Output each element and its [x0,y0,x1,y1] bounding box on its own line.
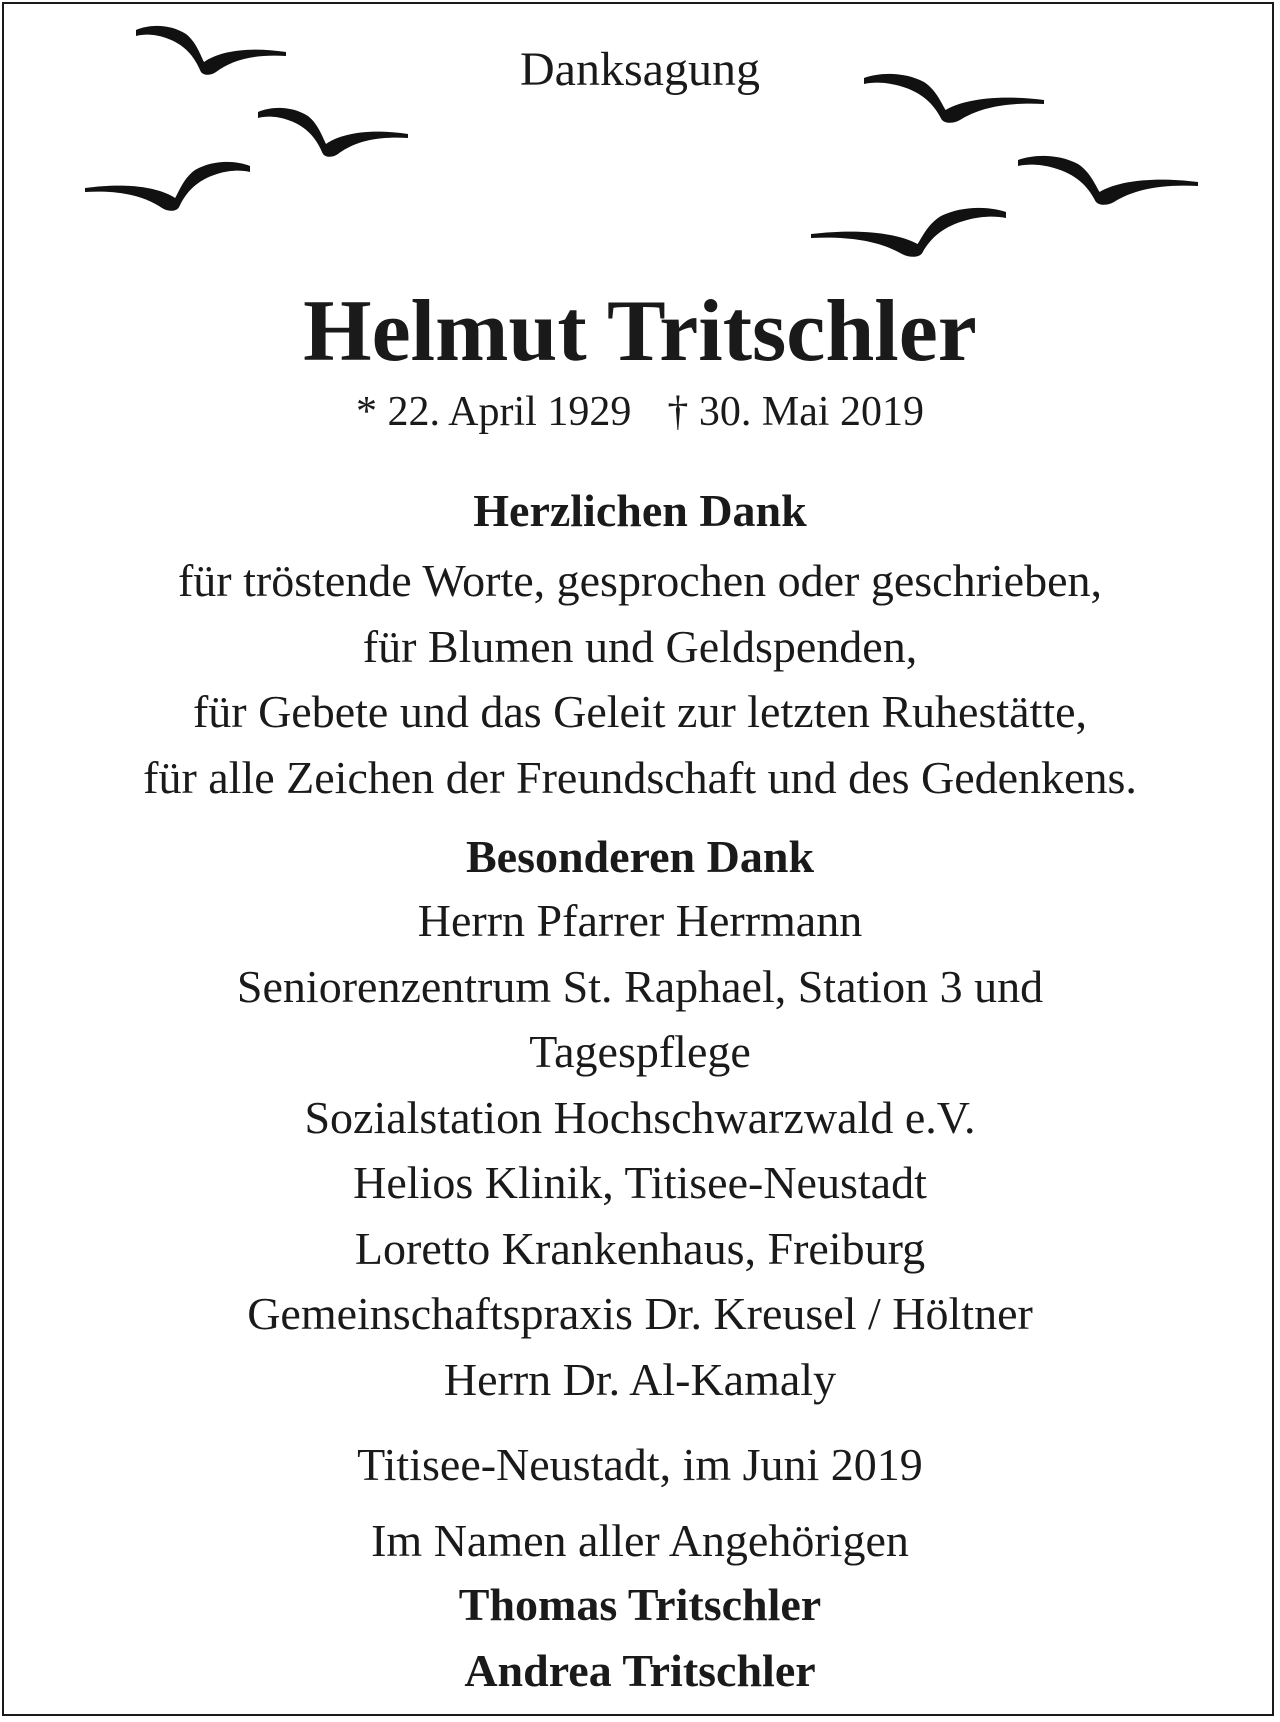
special-thanks-list [0,888,1280,1412]
special-thanks-line: Herrn Dr. Al-Kamaly [443,1353,837,1405]
signatory-name: Thomas Tritschler [458,1579,822,1630]
thanks-line: für alle Zeichen der Freundschaft und des Gedenkens. [143,751,1137,803]
deceased-name: Helmut Tritschler [303,283,977,380]
flying-birds-icon [0,0,1280,260]
bird-icon [85,162,250,211]
signatory-name: Andrea Tritschler [464,1644,816,1696]
special-thanks-line: Gemeinschaftspraxis Dr. Kreusel / Höltner [247,1288,1033,1339]
place-and-date: Titisee-Neustadt, im Juni 2019 [357,1439,923,1490]
special-thanks-heading: Besonderen Dank [465,831,815,882]
bird-icon [1018,156,1198,205]
bird-icon [811,208,1006,257]
death-date: † 30. Mai 2019 [667,389,924,435]
life-dates [0,384,1280,440]
special-thanks-line: Loretto Krankenhaus, Freiburg [354,1222,926,1274]
special-thanks-line: Herrn Pfarrer Herrmann [417,895,863,946]
special-thanks-line: Helios Klinik, Titisee-Neustadt [353,1157,927,1208]
family-intro: Im Namen aller Angehörigen [371,1515,909,1566]
notice-label: Danksagung [520,43,760,96]
thanks-heading: Herzlichen Dank [473,485,807,536]
bird-icon [258,108,408,157]
thanks-line: für Gebete und das Geleit zur letzten Ruhestätte, [192,686,1088,737]
special-thanks-line: Tagespflege [529,1026,751,1077]
special-thanks-line: Sozialstation Hochschwarzwald e.V. [304,1091,976,1143]
special-thanks-line: Seniorenzentrum St. Raphael, Station 3 und [236,960,1044,1012]
thanks-line: für Blumen und Geldspenden, [362,620,918,672]
thanks-text [0,548,1280,810]
birth-date: * 22. April 1929 [356,389,632,435]
thanks-line: für tröstende Worte, gesprochen oder geschrieben, [177,555,1103,606]
signatories [0,1572,1280,1703]
